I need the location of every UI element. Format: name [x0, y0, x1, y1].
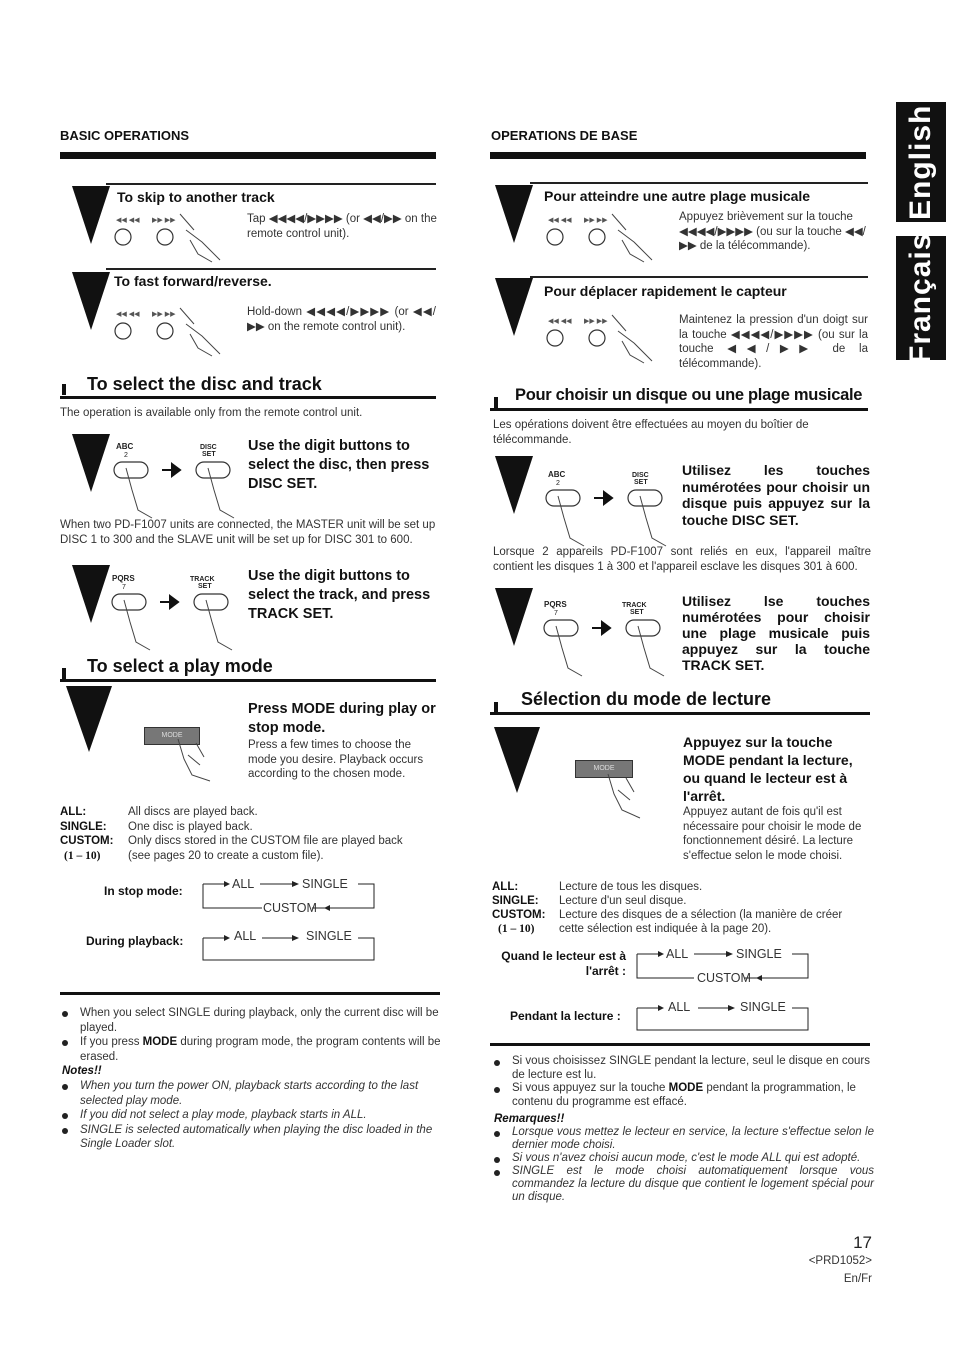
en-header: BASIC OPERATIONS	[60, 128, 190, 143]
en-ff-text: Hold-down ◀◀◀◀/▶▶▶▶ (or ◀◀/▶▶ on the remote control unit).	[247, 306, 436, 333]
en-disc-note: When two PD-F1007 units are connected, the MASTER unit will be set up DISC 1 to 300 and the SLAVE unit will be set up for DISC 301 to 600.	[60, 519, 436, 546]
svg-text:▶▶ ▶▶: ▶▶ ▶▶	[584, 318, 608, 325]
svg-text:SET: SET	[630, 609, 644, 616]
tab-english: English	[896, 102, 946, 222]
en-bullet-2: If you press MODE during program mode, the program contents will be erased.	[60, 1035, 442, 1064]
en-ff-rule	[106, 268, 436, 270]
svg-text:2: 2	[124, 452, 128, 459]
svg-text:◀◀ ◀◀: ◀◀ ◀◀	[116, 311, 140, 318]
svg-text:TRACK: TRACK	[190, 576, 215, 583]
en-play-label: During playback:	[86, 934, 184, 948]
fr-notes-title: Remarques!!	[494, 1113, 565, 1125]
fr-select-title: Pour choisir un disque ou une plage musicale	[515, 386, 863, 404]
fr-ff-rule	[530, 276, 868, 278]
en-bullets	[60, 1006, 442, 1064]
fr-mode-button: MODE	[575, 760, 633, 778]
en-skip-triangle	[72, 186, 110, 244]
en-select-bar	[62, 384, 66, 395]
en-disc-keys-icon	[112, 440, 247, 520]
fr-play-flow	[634, 998, 814, 1034]
en-bottom-rule	[60, 992, 440, 995]
fr-mode-instr: Appuyez sur la touche MODE pendant la lecture, ou quand le lecteur est à l'arrêt.	[683, 734, 853, 804]
lang-code: En/Fr	[843, 1273, 872, 1285]
en-mode-rule	[60, 679, 436, 682]
en-stop-custom: CUSTOM	[263, 901, 317, 915]
en-mode-instr: Press MODE during play or stop mode.	[248, 701, 436, 736]
fr-ff-title: Pour déplacer rapidement le capteur	[544, 283, 787, 299]
en-mode-triangle	[66, 686, 112, 752]
svg-text:▶▶ ▶▶: ▶▶ ▶▶	[152, 217, 176, 224]
fr-disc-triangle	[495, 456, 533, 514]
fr-stop-label: Quand le lecteur est à l'arrêt :	[501, 949, 626, 978]
fr-header: OPERATIONS DE BASE	[491, 128, 638, 143]
svg-text:7: 7	[554, 610, 558, 617]
fr-stop-single: SINGLE	[736, 947, 782, 961]
fr-mode-defs: ALL: Lecture de tous les disques. SINGLE: Lecture d'un seul disque. CUSTOM: Lecture des disques de a sélection (la manière de créer (1 – 10) cette sélection est indiquée à la page 20).	[492, 881, 843, 935]
fr-disc-keys-icon	[544, 468, 679, 548]
en-mode-button: MODE	[144, 727, 200, 745]
en-select-title: To select the disc and track	[87, 374, 322, 394]
en-select-rule	[60, 396, 436, 399]
svg-text:ABC: ABC	[116, 442, 134, 451]
fr-bottom-rule	[490, 1043, 870, 1046]
en-select-intro: The operation is available only from the remote control unit.	[60, 407, 363, 419]
en-stop-label: In stop mode:	[104, 884, 183, 898]
fr-note-3: SINGLE est le mode choisi automatiquement lorsque vous commandez la lecture du disque que contient le logement spécial pour un disque.	[492, 1165, 874, 1204]
en-header-rule	[60, 152, 436, 159]
svg-text:SET: SET	[634, 479, 648, 486]
en-note-1: When you turn the power ON, playback starts according to the last selected play mode.	[60, 1079, 444, 1108]
fr-skip-title: Pour atteindre une autre plage musicale	[544, 188, 811, 204]
fr-mode-rule	[490, 712, 870, 715]
en-skip-buttons-icon	[112, 212, 247, 264]
en-mode-instr-small: Press a few times to choose the mode you desire. Playback occurs according to the chosen mode.	[248, 739, 424, 780]
fr-header-rule	[490, 152, 866, 159]
svg-text:ABC: ABC	[548, 470, 566, 479]
fr-play-label: Pendant la lecture :	[510, 1009, 621, 1023]
fr-skip-triangle	[495, 185, 533, 243]
fr-play-single: SINGLE	[740, 1000, 786, 1014]
fr-ff-text: Maintenez la pression d'un doigt sur la touche ◀◀◀◀/▶▶▶▶ (ou sur la touche ◀◀/▶▶ de la télécommande).	[679, 314, 868, 370]
svg-text:PQRS: PQRS	[544, 600, 567, 609]
fr-track-keys-icon	[542, 598, 677, 678]
en-note-3: SINGLE is selected automatically when playing the disc loaded in the Single Loader slot.	[60, 1123, 444, 1152]
svg-text:SET: SET	[202, 451, 216, 458]
svg-text:TRACK: TRACK	[622, 602, 647, 609]
en-skip-rule	[106, 183, 436, 185]
fr-track-triangle	[495, 588, 533, 646]
fr-mode-title: Sélection du mode de lecture	[521, 689, 772, 709]
en-notes	[60, 1079, 444, 1152]
fr-ff-buttons-icon	[544, 313, 679, 365]
fr-bullet-2: Si vous appuyez sur la touche MODE pendant la programmation, le contenu du programme est effacé.	[492, 1082, 874, 1109]
en-skip-title: To skip to another track	[117, 189, 275, 205]
en-mode-hand-icon	[170, 735, 240, 783]
fr-select-intro: Les opérations doivent être effectuées au moyen du boîtier de télécommande.	[493, 419, 809, 446]
en-play-flow	[200, 926, 380, 966]
en-ff-buttons-icon	[112, 306, 247, 358]
svg-text:7: 7	[122, 584, 126, 591]
en-disc-triangle	[72, 434, 110, 492]
fr-notes	[492, 1126, 874, 1204]
fr-skip-text: Appuyez brièvement sur la touche ◀◀◀◀/▶▶▶▶ (ou sur la touche ◀◀/▶▶ de la télécommande).	[679, 211, 866, 252]
en-ff-title: To fast forward/reverse.	[114, 273, 272, 289]
svg-text:SET: SET	[198, 583, 212, 590]
fr-mode-triangle	[494, 727, 540, 793]
en-stop-single: SINGLE	[302, 877, 348, 891]
svg-text:DISC: DISC	[200, 444, 217, 451]
en-play-all: ALL	[234, 929, 257, 943]
page-number: 17	[853, 1233, 872, 1252]
en-bullet-1: When you select SINGLE during playback, only the current disc will be played.	[60, 1006, 442, 1035]
en-disc-instr: Use the digit buttons to select the disc, then press DISC SET.	[248, 438, 430, 492]
en-notes-title: Notes!!	[62, 1065, 102, 1077]
en-track-triangle	[72, 565, 110, 623]
svg-text:▶▶ ▶▶: ▶▶ ▶▶	[584, 217, 608, 224]
svg-text:DISC: DISC	[632, 472, 649, 479]
svg-text:PQRS: PQRS	[112, 574, 135, 583]
fr-skip-rule	[530, 182, 868, 184]
fr-mode-instr-small: Appuyez autant de fois qu'il est nécessaire pour choisir le mode de fonctionnement désiré. La lecture s'effectue selon le mode choisi.	[683, 806, 862, 862]
en-stop-all: ALL	[232, 877, 255, 891]
svg-text:◀◀ ◀◀: ◀◀ ◀◀	[116, 217, 140, 224]
svg-text:▶▶ ▶▶: ▶▶ ▶▶	[152, 311, 176, 318]
fr-bullet-1: Si vous choisissez SINGLE pendant la lecture, seul le disque en cours de lecture est lu.	[492, 1055, 874, 1082]
fr-select-rule	[490, 408, 868, 411]
fr-stop-all: ALL	[666, 947, 689, 961]
en-mode-title: To select a play mode	[87, 656, 273, 676]
en-track-keys-icon	[110, 572, 245, 652]
svg-text:◀◀ ◀◀: ◀◀ ◀◀	[548, 217, 572, 224]
fr-note-2: Si vous n'avez choisi aucun mode, c'est le mode ALL qui est adopté.	[492, 1152, 874, 1165]
fr-stop-custom: CUSTOM	[697, 971, 751, 985]
tab-francais: Français	[896, 236, 946, 360]
fr-play-all: ALL	[668, 1000, 691, 1014]
fr-track-instr: Utilisez lse touches numérotées pour choisir une plage musicale puis appuyez sur la touche TRACK SET.	[682, 593, 870, 673]
en-play-single: SINGLE	[306, 929, 352, 943]
svg-text:◀◀ ◀◀: ◀◀ ◀◀	[548, 318, 572, 325]
fr-ff-triangle	[495, 278, 533, 336]
fr-bullets	[492, 1055, 874, 1109]
en-mode-defs: ALL: All discs are played back. SINGLE: One disc is played back. CUSTOM: Only discs stored in the CUSTOM file are played back (1 – 10) (see pages 20 to create a custom file).	[60, 806, 403, 862]
fr-select-bar	[494, 397, 498, 408]
fr-disc-instr: Utilisez les touches numérotées pour choisir un disque puis appuyez sur la touche DISC SET.	[682, 462, 870, 528]
en-ff-triangle	[72, 272, 110, 330]
en-track-instr: Use the digit buttons to select the track, and press TRACK SET.	[248, 568, 431, 622]
en-mode-bar	[62, 668, 66, 679]
doc-code: <PRD1052>	[808, 1255, 872, 1267]
fr-disc-note: Lorsque 2 appareils PD-F1007 sont reliés en eux, l'appareil maître contient les disques 1 à 300 et l'appareil esclave les disques 301 à 600.	[493, 546, 871, 573]
en-note-2: If you did not select a play mode, playback starts in ALL.	[60, 1108, 444, 1123]
svg-text:2: 2	[556, 480, 560, 487]
fr-note-1: Lorsque vous mettez le lecteur en service, la lecture s'effectue selon le dernier mode choisi.	[492, 1126, 874, 1152]
en-skip-text: Tap ◀◀◀◀/▶▶▶▶ (or ◀◀/▶▶ on the remote control unit).	[247, 213, 437, 240]
fr-skip-buttons-icon	[544, 212, 679, 264]
fr-mode-hand-icon	[600, 770, 670, 820]
